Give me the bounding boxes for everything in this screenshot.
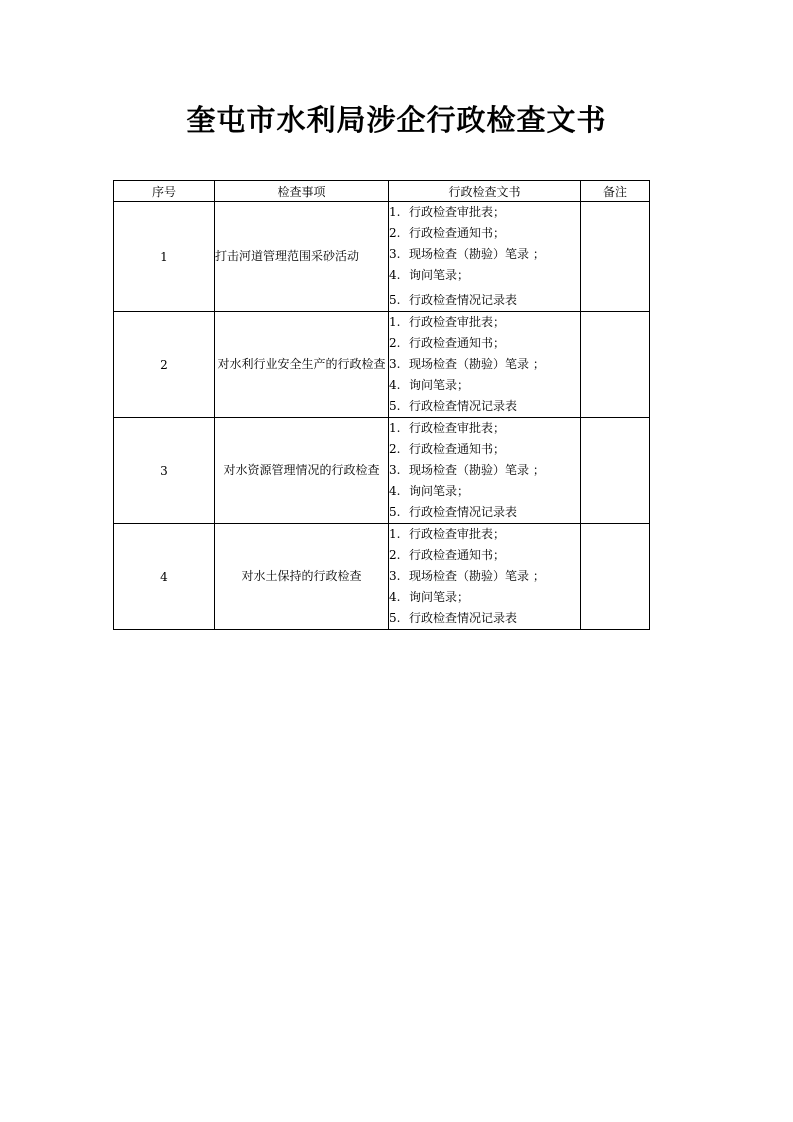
- row-documents: [389, 312, 581, 418]
- document-list-item: 4. 询问笔录；: [389, 268, 470, 282]
- document-list-item: 3. 现场检查（勘验）笔录 ；: [389, 463, 545, 477]
- header-documents: 行政检查文书: [389, 181, 581, 202]
- document-list-item: 3. 现场检查（勘验）笔录 ；: [389, 569, 545, 583]
- header-item: 检查事项: [215, 181, 389, 202]
- row-item: 打击河道管理范围采砂活动: [215, 202, 389, 312]
- row-index: 1: [114, 202, 215, 312]
- row-documents: [389, 418, 581, 524]
- row-item: 对水资源管理情况的行政检查: [215, 418, 389, 524]
- document-list-item: 1. 行政检查审批表；: [389, 421, 506, 435]
- inspection-documents-table: [113, 180, 650, 630]
- table-row: [114, 312, 650, 418]
- row-remark: [581, 418, 650, 524]
- row-item: 对水利行业安全生产的行政检查: [215, 312, 389, 418]
- document-list-item: 2. 行政检查通知书；: [389, 442, 506, 456]
- header-remark: 备注: [581, 181, 650, 202]
- row-documents: [389, 202, 581, 312]
- document-title: 奎屯市水利局涉企行政检查文书: [186, 103, 607, 137]
- document-list-item: 4. 询问笔录；: [389, 484, 470, 498]
- document-list-item: 4. 询问笔录；: [389, 590, 470, 604]
- document-list-item: 5. 行政检查情况记录表: [389, 293, 518, 307]
- table-row: [114, 418, 650, 524]
- table-row: [114, 202, 650, 312]
- table-header-row: [114, 181, 650, 202]
- row-index: 4: [114, 524, 215, 630]
- row-documents: [389, 524, 581, 630]
- document-list-item: 3. 现场检查（勘验）笔录 ；: [389, 357, 545, 371]
- document-list-item: 3. 现场检查（勘验）笔录 ；: [389, 247, 545, 261]
- document-list-item: 5. 行政检查情况记录表: [389, 505, 518, 519]
- document-list-item: 2. 行政检查通知书；: [389, 336, 506, 350]
- document-list-item: 1. 行政检查审批表；: [389, 205, 506, 219]
- table-row: [114, 524, 650, 630]
- document-list-item: 5. 行政检查情况记录表: [389, 611, 518, 625]
- row-remark: [581, 312, 650, 418]
- document-list-item: 1. 行政检查审批表；: [389, 315, 506, 329]
- document-list-item: 2. 行政检查通知书；: [389, 226, 506, 240]
- document-list-item: 4. 询问笔录；: [389, 378, 470, 392]
- row-index: 2: [114, 312, 215, 418]
- row-index: 3: [114, 418, 215, 524]
- document-list-item: 5. 行政检查情况记录表: [389, 399, 518, 413]
- header-index: 序号: [114, 181, 215, 202]
- row-remark: [581, 524, 650, 630]
- row-item: 对水土保持的行政检查: [215, 524, 389, 630]
- document-list-item: 2. 行政检查通知书；: [389, 548, 506, 562]
- document-list-item: 1. 行政检查审批表；: [389, 527, 506, 541]
- row-remark: [581, 202, 650, 312]
